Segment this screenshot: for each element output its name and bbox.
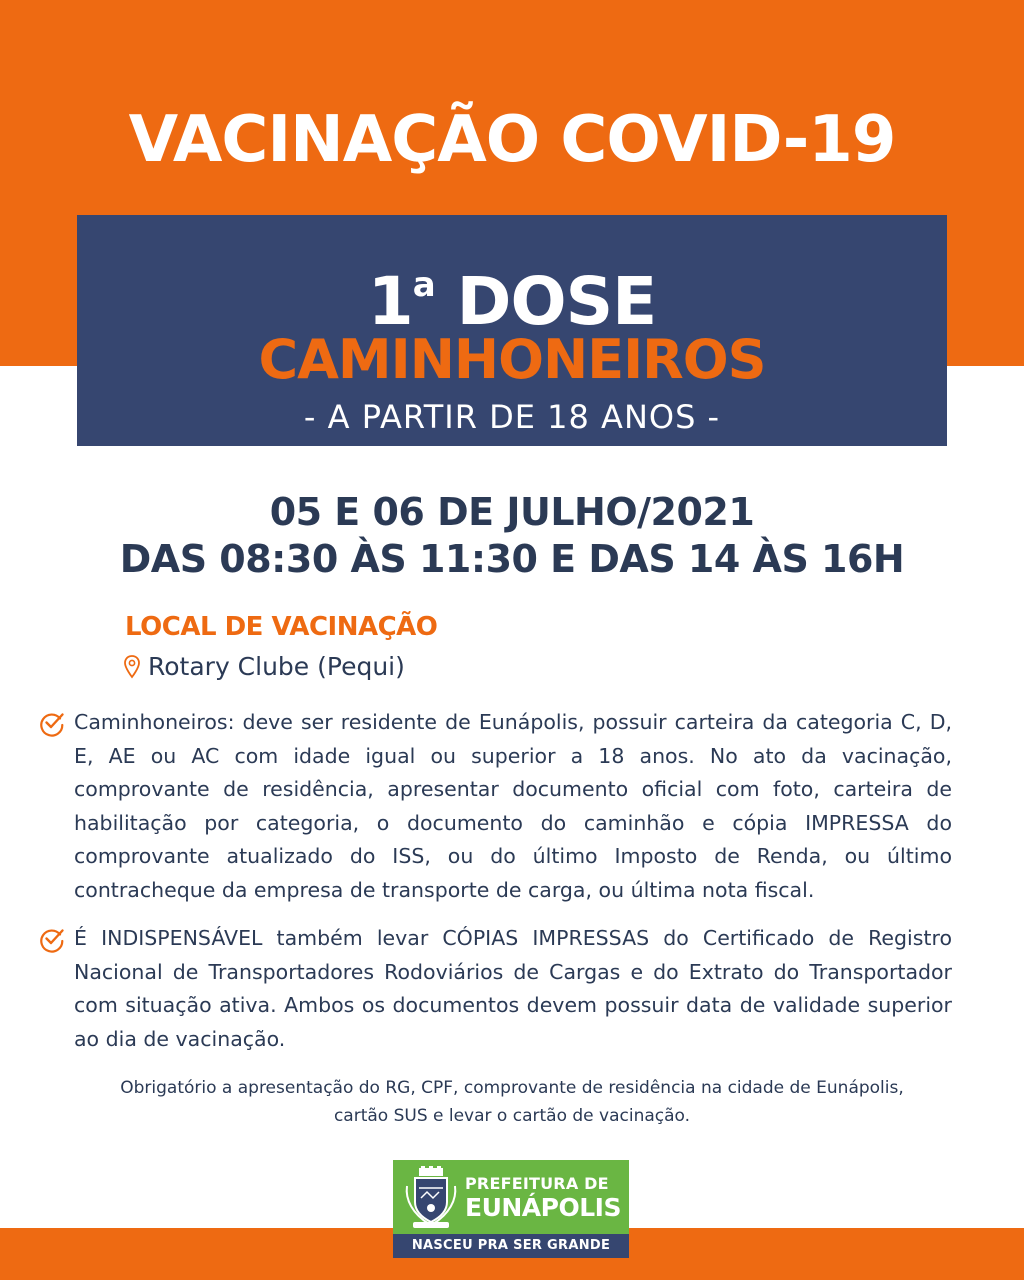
- requirement-text: É INDISPENSÁVEL também levar CÓPIAS IMPRESSAS do Certificado de Registro Nacional de Transportadores Rodoviários de Cargas e do Extrato do Transportador com situação ativa. Ambos os documentos devem possuir data de validade superior ao dia de vacinação.: [74, 926, 952, 1051]
- location-label: LOCAL DE VACINAÇÃO: [125, 612, 438, 642]
- footnote: [60, 1074, 964, 1130]
- check-circle-icon: [38, 709, 66, 737]
- requirement-text: Caminhoneiros: deve ser residente de Eunápolis, possuir carteira da categoria C, D, E, AE ou AC com idade igual ou superior a 18 anos. No ato da vacinação, comprovante de residência, apresentar documento oficial com foto, carteira de habilitação por categoria, o documento do caminhão e cópia IMPRESSA do comprovante atualizado do ISS, ou do último Imposto de Renda, ou último contracheque da empresa de transporte de carga, ou última nota fiscal.: [74, 710, 952, 902]
- prefeitura-logo: [393, 1160, 629, 1258]
- requirement-item: [38, 922, 952, 1056]
- dose-banner: [77, 215, 947, 446]
- dose-word: DOSE: [456, 263, 657, 340]
- city-crest-icon: [403, 1166, 459, 1230]
- logo-line-2: EUNÁPOLIS: [465, 1193, 621, 1222]
- footnote-line: Obrigatório a apresentação do RG, CPF, comprovante de residência na cidade de Eunápolis,: [120, 1078, 904, 1098]
- logo-slogan: NASCEU PRA SER GRANDE: [393, 1234, 629, 1258]
- page-title: VACINAÇÃO COVID-19: [128, 103, 896, 177]
- location-place: [122, 650, 405, 684]
- logo-line-1: PREFEITURA DE: [465, 1174, 609, 1193]
- location-place-name: Rotary Clube (Pequi): [148, 652, 405, 681]
- target-group: CAMINHONEIROS: [258, 328, 766, 391]
- requirement-item: [38, 706, 952, 907]
- logo-green-panel: [393, 1160, 629, 1234]
- age-range: - A PARTIR DE 18 ANOS -: [303, 398, 721, 436]
- schedule-dates: 05 E 06 DE JULHO/2021: [269, 490, 755, 534]
- dose-ordinal: a: [412, 265, 435, 305]
- check-circle-icon: [38, 925, 66, 953]
- footnote-line: cartão SUS e levar o cartão de vacinação.: [333, 1106, 691, 1126]
- schedule-hours: DAS 08:30 ÀS 11:30 E DAS 14 ÀS 16H: [119, 537, 905, 581]
- location-pin-icon: [122, 654, 142, 680]
- dose-number: 1: [367, 263, 413, 340]
